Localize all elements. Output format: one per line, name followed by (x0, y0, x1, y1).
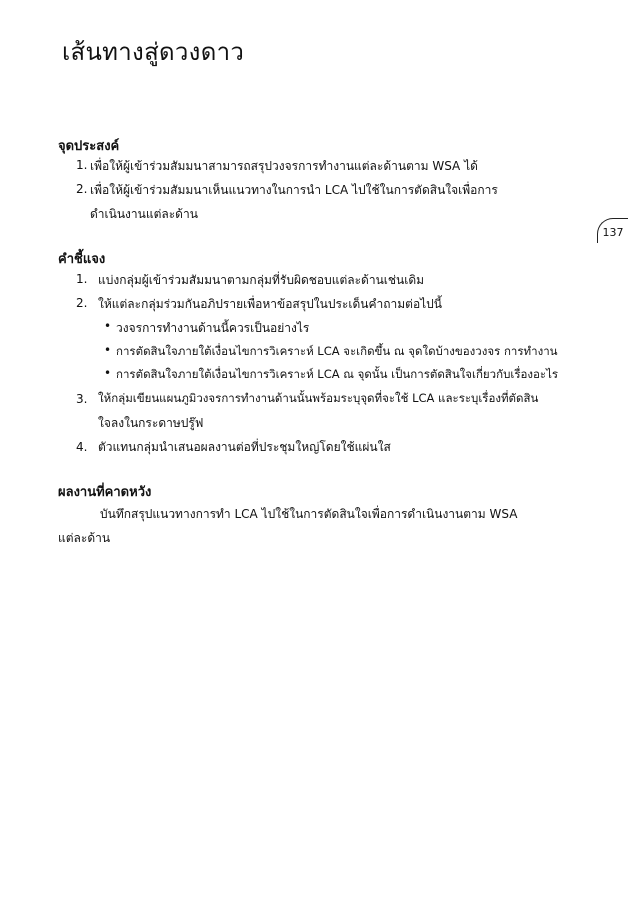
objectives-heading: จุดประสงค์ (58, 139, 120, 154)
bullet-1-text: วงจรการทำงานด้านนี้ควรเป็นอย่างไร (116, 321, 310, 335)
objective-1-text: เพื่อให้ผู้เข้าร่วมสัมมนาสามารถสรุปวงจรการทำงานแต่ละด้านตาม WSA ได้ (90, 159, 478, 173)
bullet-1-symbol: • (104, 319, 112, 333)
bullet-3-text: การตัดสินใจภายใต้เงื่อนไขการวิเคราะห์ LCA ณ จุดนั้น เป็นการตัดสินใจเกี่ยวกับเรื่องอะไร (116, 367, 559, 381)
expected-output-text-cont: แต่ละด้าน (58, 531, 111, 545)
objective-1-number: 1. (76, 158, 88, 172)
instruction-4-number: 4. (76, 440, 88, 454)
objective-2-text-cont: ดำเนินงานแต่ละด้าน (90, 207, 198, 221)
page-number: 137 (597, 218, 628, 243)
instruction-2-text: ให้แต่ละกลุ่มร่วมกันอภิปรายเพื่อหาข้อสรุปในประเด็นคำถามต่อไปนี้ (98, 297, 443, 311)
instructions-heading: คำชี้แจง (58, 252, 106, 267)
expected-output-heading: ผลงานที่คาดหวัง (58, 485, 152, 500)
bullet-3-symbol: • (104, 366, 112, 380)
instruction-1-text: แบ่งกลุ่มผู้เข้าร่วมสัมมนาตามกลุ่มที่รับผิดชอบแต่ละด้านเช่นเดิม (98, 273, 425, 287)
objective-2-text: เพื่อให้ผู้เข้าร่วมสัมมนาเห็นแนวทางในการนำ LCA ไปใช้ในการตัดสินใจเพื่อการ (90, 183, 498, 197)
instruction-3-text: ให้กลุ่มเขียนแผนภูมิวงจรการทำงานด้านนั้นพร้อมระบุจุดที่จะใช้ LCA และระบุเรื่องที่ตัดสิน (98, 391, 539, 405)
page-title: เส้นทางสู่ดวงดาว (62, 38, 245, 66)
instruction-3-text-cont: ใจลงในกระดาษปรู๊ฟ (98, 416, 204, 430)
instruction-2-number: 2. (76, 296, 88, 310)
instruction-4-text: ตัวแทนกลุ่มนำเสนอผลงานต่อที่ประชุมใหญ่โดยใช้แผ่นใส (98, 440, 391, 454)
objective-2-number: 2. (76, 182, 88, 196)
instruction-1-number: 1. (76, 272, 88, 286)
expected-output-text: บันทึกสรุปแนวทางการทำ LCA ไปใช้ในการตัดสินใจเพื่อการดำเนินงานตาม WSA (100, 507, 518, 521)
bullet-2-text: การตัดสินใจภายใต้เงื่อนไขการวิเคราะห์ LCA จะเกิดขึ้น ณ จุดใดบ้างของวงจร การทำงาน (116, 344, 558, 358)
instruction-3-number: 3. (76, 392, 88, 406)
bullet-2-symbol: • (104, 343, 112, 357)
